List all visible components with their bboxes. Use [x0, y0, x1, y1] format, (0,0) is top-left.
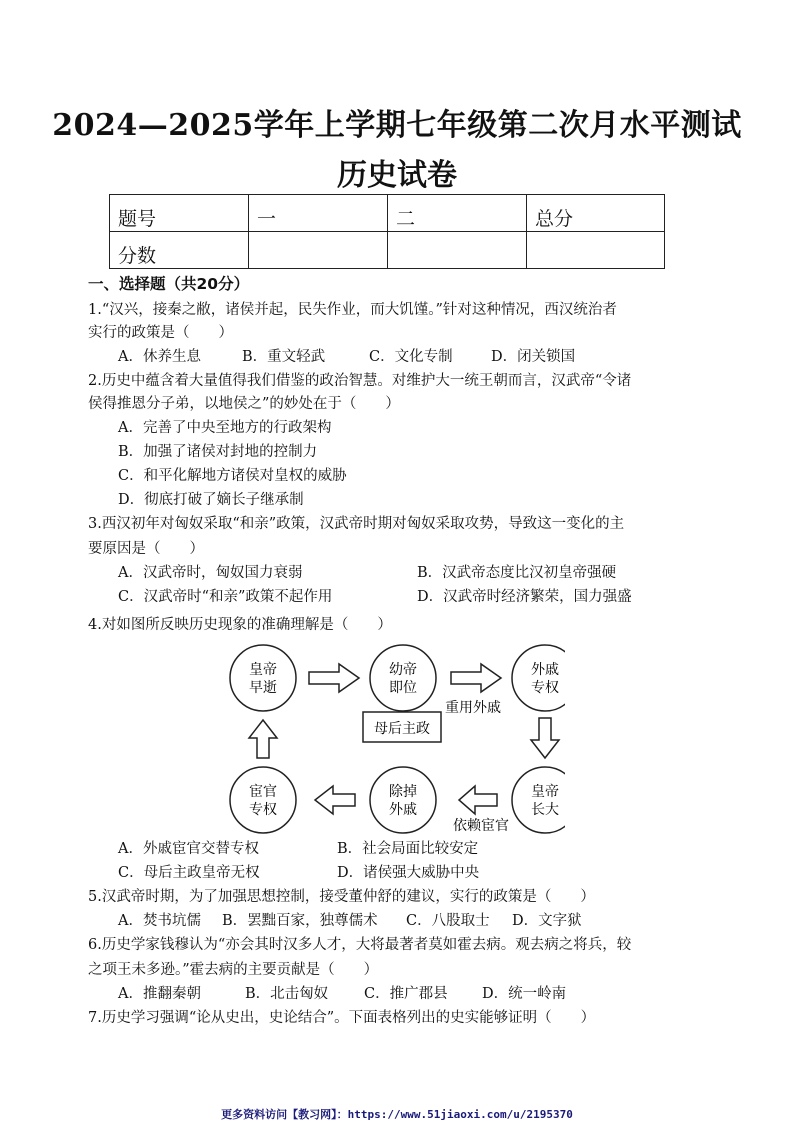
q3-option-b[interactable]: B．汉武帝态度比汉初皇帝强硬 — [417, 565, 617, 581]
score-cell: 一 — [249, 195, 388, 232]
q6-option-c[interactable]: C．推广郡县 — [364, 986, 448, 1002]
question-6-text-cont: 之项王未多逊。”霍去病的主要贡献是（ ） — [88, 962, 379, 978]
node-circle — [512, 767, 565, 833]
score-table-header-row — [110, 195, 665, 232]
q2-option-c[interactable]: C．和平化解地方诸侯对皇权的威胁 — [118, 468, 347, 484]
question-1-text: 1.“汉兴，接秦之敝，诸侯并起，民失作业，而大饥馑。”针对这种情况，西汉统治者 — [88, 302, 617, 318]
question-5-text: 5.汉武帝时期，为了加强思想控制，接受董仲舒的建议，实行的政策是（ ） — [88, 889, 595, 905]
node-circle — [370, 645, 436, 711]
score-cell[interactable] — [527, 232, 665, 269]
q4-option-c[interactable]: C．母后主政皇帝无权 — [118, 865, 260, 881]
node-1-line1: 皇帝 — [249, 662, 277, 678]
node-4-line2: 长大 — [531, 802, 559, 818]
score-table — [109, 194, 665, 269]
node-6-line1: 宦官 — [249, 784, 277, 800]
node-2-line1: 幼帝 — [389, 662, 417, 678]
exam-title: 2024—2025学年上学期七年级第二次月水平测试 — [52, 108, 742, 143]
score-cell: 总分 — [527, 195, 665, 232]
score-table-value-row — [110, 232, 665, 269]
q2-option-b[interactable]: B．加强了诸侯对封地的控制力 — [118, 444, 318, 460]
question-3-text: 3.西汉初年对匈奴采取“和亲”政策，汉武帝时期对匈奴采取攻势，导致这一变化的主 — [88, 516, 625, 532]
node-5-line2: 外戚 — [389, 802, 417, 818]
q1-option-a[interactable]: A．休养生息 — [118, 349, 201, 365]
question-3-text-cont: 要原因是（ ） — [88, 541, 204, 557]
question-1-text-cont: 实行的政策是（ ） — [88, 325, 233, 341]
node-3-line2: 专权 — [531, 680, 559, 696]
node-circle — [370, 767, 436, 833]
q3-option-c[interactable]: C．汉武帝时“和亲”政策不起作用 — [118, 589, 333, 605]
question-7-text: 7.历史学习强调“论从史出，史论结合”。下面表格列出的史实能够证明（ ） — [88, 1010, 596, 1026]
q3-option-a[interactable]: A．汉武帝时，匈奴国力衰弱 — [118, 565, 303, 581]
question-6-text: 6.历史学家钱穆认为“亦会其时汉多人才，大将最著者莫如霍去病。观去病之将兵，较 — [88, 937, 632, 953]
q5-option-d[interactable]: D．文字狱 — [512, 913, 582, 929]
arrow-left-icon — [459, 786, 497, 814]
q2-option-d[interactable]: D．彻底打破了嫡长子继承制 — [118, 492, 304, 508]
arrow-left-icon — [315, 786, 355, 814]
arrow-right-icon — [451, 664, 501, 692]
edge-label-top: 重用外戚 — [445, 700, 501, 716]
queen-mother-label: 母后主政 — [374, 721, 430, 737]
node-circle — [230, 645, 296, 711]
q5-option-a[interactable]: A．焚书坑儒 — [118, 913, 201, 929]
flow-diagram — [225, 640, 565, 840]
section-title: 一、选择题（共20分） — [88, 275, 250, 293]
node-4-line1: 皇帝 — [531, 784, 559, 800]
score-cell: 二 — [388, 195, 527, 232]
q4-option-d[interactable]: D．诸侯强大威胁中央 — [337, 865, 480, 881]
question-2-text-cont: 侯得推恩分子弟，以地侯之”的妙处在于（ ） — [88, 396, 400, 412]
node-5-line1: 除掉 — [389, 784, 417, 800]
score-cell: 分数 — [110, 232, 249, 269]
score-cell[interactable] — [249, 232, 388, 269]
arrow-right-icon — [309, 664, 359, 692]
node-circle — [230, 767, 296, 833]
q2-option-a[interactable]: A．完善了中央至地方的行政架构 — [118, 420, 332, 436]
q4-option-b[interactable]: B．社会局面比较安定 — [337, 841, 479, 857]
arrow-down-icon — [531, 718, 559, 758]
node-2-line2: 即位 — [389, 680, 417, 696]
footer-link[interactable]: 更多资料访问【教习网】：https://www.51jiaoxi.com/u/2195370 — [221, 1108, 573, 1121]
arrow-up-icon — [249, 720, 277, 758]
q6-option-d[interactable]: D．统一岭南 — [482, 986, 567, 1002]
q1-option-c[interactable]: C．文化专制 — [369, 349, 453, 365]
node-1-line2: 早逝 — [249, 680, 277, 696]
score-cell: 题号 — [110, 195, 249, 232]
node-circle — [512, 645, 565, 711]
q3-option-d[interactable]: D．汉武帝时经济繁荣，国力强盛 — [417, 589, 632, 605]
score-cell[interactable] — [388, 232, 527, 269]
q5-option-c[interactable]: C．八股取士 — [406, 913, 490, 929]
question-4-text: 4.对如图所反映历史现象的准确理解是（ ） — [88, 617, 392, 633]
question-2-text: 2.历史中蕴含着大量值得我们借鉴的政治智慧。对维护大一统王朝而言，汉武帝“令诸 — [88, 373, 632, 389]
node-6-line2: 专权 — [249, 802, 277, 818]
q1-option-d[interactable]: D．闭关锁国 — [491, 349, 576, 365]
q4-option-a[interactable]: A．外戚宦官交替专权 — [118, 841, 259, 857]
q5-option-b[interactable]: B．罢黜百家，独尊儒术 — [222, 913, 378, 929]
node-3-line1: 外戚 — [531, 662, 559, 678]
exam-subtitle: 历史试卷 — [337, 158, 457, 193]
edge-label-bottom: 依赖宦官 — [453, 818, 509, 834]
q6-option-a[interactable]: A．推翻秦朝 — [118, 986, 201, 1002]
q6-option-b[interactable]: B．北击匈奴 — [245, 986, 329, 1002]
q1-option-b[interactable]: B．重文轻武 — [242, 349, 326, 365]
